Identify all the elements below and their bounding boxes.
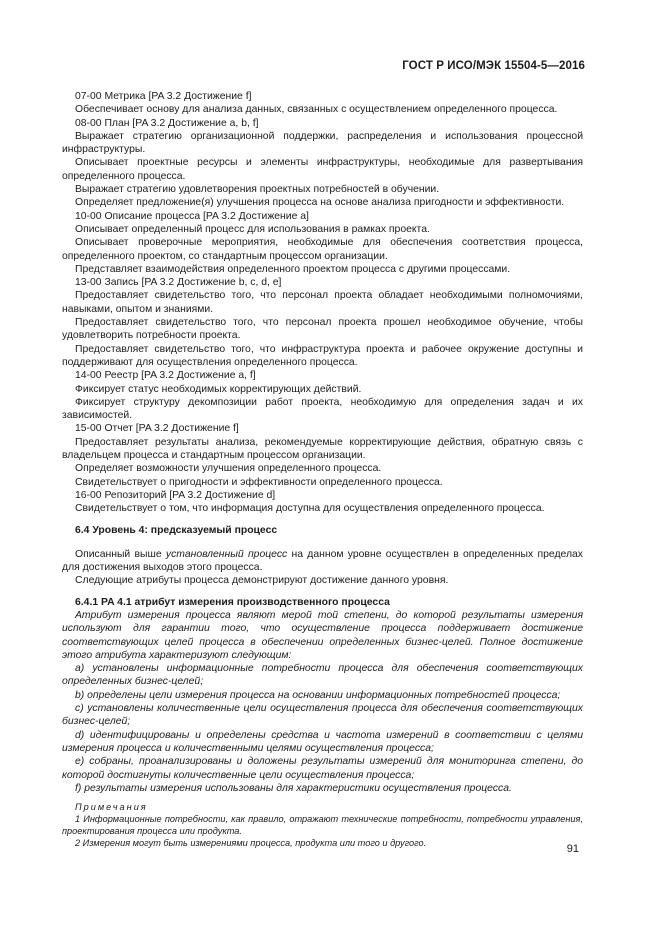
paragraph: 08-00 План [PA 3.2 Достижение a, b, f]: [75, 117, 259, 129]
list-item: b) определены цели измерения процесса на основании информационных потребностей процесса;: [75, 689, 561, 701]
list-item: f) результаты измерения использованы для характеристики осуществления процесса.: [75, 782, 512, 794]
paragraph: Фиксирует статус необходимых корректирующих действий.: [75, 383, 362, 395]
paragraph: Описывает проектные ресурсы и элементы инфраструктуры, необходимые для развертывания определенного процесса.: [62, 157, 583, 182]
note-item: 2 Измерения могут быть измерениями процесса, продукта или того и другого.: [75, 838, 427, 849]
paragraph: Свидетельствует о том, что информация доступна для осуществления определенного процесса.: [75, 503, 545, 515]
paragraph: Описывает проверочные мероприятия, необходимые для обеспечения соответствия процесса, определенного проектом, со стандартным процессом организации.: [62, 237, 583, 262]
intro-paragraph: [62, 548, 583, 575]
list-item: c) установлены количественные цели осуществления процесса для обеспечения соответствующих бизнес-целей;: [62, 703, 583, 728]
paragraph: 10-00 Описание процесса [PA 3.2 Достижение a]: [75, 210, 309, 222]
document-header: ГОСТ Р ИСО/МЭК 15504-5—2016: [402, 60, 585, 72]
paragraph: Предоставляет свидетельство того, что инфраструктура проекта и рабочее окружение доступны и поддерживают для осуществления определенного процесса.: [62, 343, 583, 368]
paragraph: Предоставляет результаты анализа, рекомендуемые корректирующие действия, обратную связь с владельцем процесса и стандартным процессом организации.: [62, 436, 583, 462]
paragraph: Предоставляет свидетельство того, что персонал проекта обладает необходимыми полномочиями, навыками, опытом и знаниями.: [62, 290, 583, 315]
notes-title: Примечания: [75, 802, 148, 813]
list-item: a) установлены информационные потребности процесса для обеспечения соответствующих определенных бизнес-целей;: [62, 663, 583, 688]
intro-italic: установленный процесс: [165, 548, 288, 560]
paragraph: Выражает стратегию удовлетворения проектных потребностей в обучении.: [75, 184, 440, 196]
section-heading: 6.4 Уровень 4: предсказуемый процесс: [75, 524, 278, 536]
document-body: [62, 90, 583, 849]
paragraph: 07-00 Метрика [PA 3.2 Достижение f]: [75, 91, 252, 102]
page-number: 91: [566, 843, 579, 855]
note-item: 1 Информационные потребности, как правило, отражают технические потребности, потребности управления, проектирования процесса или продукта.: [62, 814, 583, 837]
paragraph: Предоставляет свидетельство того, что персонал проекта прошел необходимое обучение, чтобы удовлетворить потребности проекта.: [62, 317, 583, 342]
paragraph: Фиксирует структуру декомпозиции работ проекта, необходимую для определения задач и их зависимостей.: [62, 396, 583, 422]
attribute-description: Атрибут измерения процесса являют мерой той степени, до которой результаты измерения используют для гарантии того, что осуществление процесса поддерживает достижение соответствующих целей процесса в обеспечении определенных бизнес-целей. Полное достижение этого атрибута характеризуют следующим:: [62, 609, 583, 661]
paragraph: 14-00 Реестр [PA 3.2 Достижение a, f]: [75, 370, 256, 382]
paragraph: Выражает стратегию организационной поддержки, распределения и использования процессной инфраструктуры.: [62, 130, 583, 156]
paragraph: Определяет предложение(я) улучшения процесса на основе анализа пригодности и эффективности.: [75, 197, 565, 209]
list-item: d) идентифицированы и определены средства и частота измерений в соответствии с целями измерения процесса и количественными целями осуществления процесса;: [62, 729, 583, 754]
paragraph: Свидетельствует о пригодности и эффективности определенного процесса.: [75, 476, 443, 488]
intro-pre: Описанный выше: [75, 548, 166, 560]
intro-post: на данном уровне осуществлен в определенных пределах для достижения выходов этого процесса.: [62, 548, 583, 574]
subsection-heading: 6.4.1 PA 4.1 атрибут измерения производственного процесса: [75, 596, 390, 608]
paragraph: Обеспечивает основу для анализа данных, связанных с осуществлением определенного процесса.: [75, 104, 558, 116]
list-item: e) собраны, проанализированы и доложены результаты измерений для мониторинга степени, до которой достигнуты количественные цели осуществления процесса;: [62, 756, 583, 781]
notes-block: [62, 801, 583, 849]
paragraph: Представляет взаимодействия определенного проектом процесса с другими процессами.: [75, 263, 511, 275]
paragraph: Описывает определенный процесс для использования в рамках проекта.: [75, 223, 430, 235]
paragraph: 16-00 Репозиторий [PA 3.2 Достижение d]: [75, 489, 276, 501]
intro-paragraph-2: Следующие атрибуты процесса демонстрируют достижение данного уровня.: [75, 575, 449, 587]
paragraph: 15-00 Отчет [PA 3.2 Достижение f]: [75, 423, 239, 435]
paragraph: 13-00 Запись [PA 3.2 Достижение b, c, d, e]: [75, 277, 282, 289]
paragraph: Определяет возможности улучшения определенного процесса.: [75, 463, 382, 475]
